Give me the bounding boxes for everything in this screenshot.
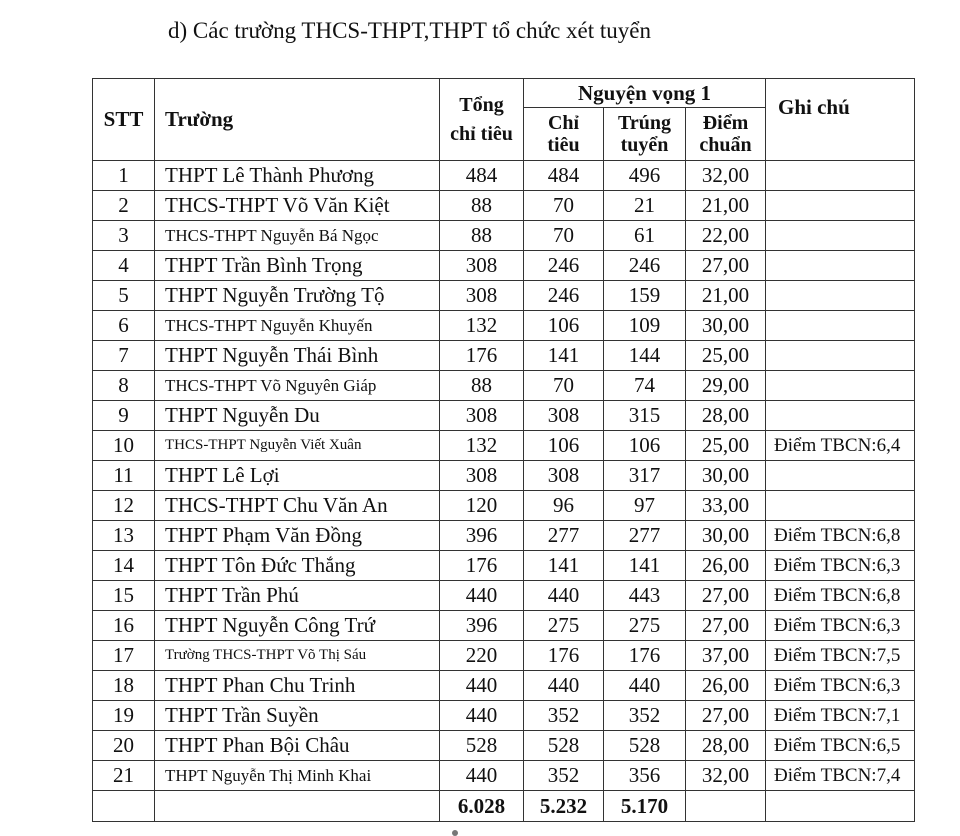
cell-stt: 14 [93, 551, 155, 581]
cell-stt: 13 [93, 521, 155, 551]
cell-chi-tieu: 141 [524, 341, 604, 371]
header-chi-tieu-line2: tiêu [547, 134, 580, 156]
header-diem-chuan-line1: Điểm [702, 112, 749, 134]
cell-truong: THCS-THPT Nguyễn Viết Xuân [155, 431, 440, 461]
table-row [93, 431, 915, 461]
cell-trung-tuyen: 61 [604, 221, 686, 251]
cell-trung-tuyen: 317 [604, 461, 686, 491]
cell-trung-tuyen: 277 [604, 521, 686, 551]
cell-tong: 440 [440, 671, 524, 701]
table-row [93, 191, 915, 221]
cell-trung-tuyen: 246 [604, 251, 686, 281]
cell-tong: 88 [440, 371, 524, 401]
table-row [93, 521, 915, 551]
cell-trung-tuyen: 21 [604, 191, 686, 221]
cell-trung-tuyen: 315 [604, 401, 686, 431]
cell-tong: 484 [440, 161, 524, 191]
cell-diem-chuan: 26,00 [686, 671, 766, 701]
cell-chi-tieu: 308 [524, 461, 604, 491]
cell-tong: 120 [440, 491, 524, 521]
cell-diem-chuan: 28,00 [686, 401, 766, 431]
table-row [93, 221, 915, 251]
table-row [93, 701, 915, 731]
cell-stt: 20 [93, 731, 155, 761]
cell-stt: 8 [93, 371, 155, 401]
total-empty-truong [155, 791, 440, 822]
cell-trung-tuyen: 496 [604, 161, 686, 191]
cell-tong: 308 [440, 281, 524, 311]
cell-ghi-chu: Điểm TBCN:7,4 [766, 761, 915, 791]
header-chi-tieu-line1: Chỉ [547, 112, 580, 134]
cell-trung-tuyen: 356 [604, 761, 686, 791]
cell-diem-chuan: 30,00 [686, 311, 766, 341]
cell-chi-tieu: 484 [524, 161, 604, 191]
cell-ghi-chu: Điểm TBCN:6,8 [766, 521, 915, 551]
cell-tong: 440 [440, 701, 524, 731]
header-stt: STT [93, 79, 155, 161]
header-truong: Trường [155, 79, 440, 161]
cell-tong: 440 [440, 761, 524, 791]
cell-chi-tieu: 70 [524, 371, 604, 401]
admission-table [92, 78, 915, 822]
cell-diem-chuan: 32,00 [686, 161, 766, 191]
header-diem-chuan-line2: chuẩn [699, 134, 752, 156]
cell-ghi-chu [766, 461, 915, 491]
page-title: d) Các trường THCS-THPT,THPT tổ chức xét tuyển [168, 18, 651, 43]
table-body [93, 161, 915, 822]
cell-trung-tuyen: 176 [604, 641, 686, 671]
cell-stt: 6 [93, 311, 155, 341]
cell-chi-tieu: 141 [524, 551, 604, 581]
cell-diem-chuan: 28,00 [686, 731, 766, 761]
cell-ghi-chu: Điểm TBCN:6,3 [766, 671, 915, 701]
cell-ghi-chu: Điểm TBCN:6,3 [766, 551, 915, 581]
cell-ghi-chu: Điểm TBCN:6,8 [766, 581, 915, 611]
cell-diem-chuan: 33,00 [686, 491, 766, 521]
cell-ghi-chu [766, 281, 915, 311]
page-dot-mark [452, 830, 458, 836]
cell-chi-tieu: 352 [524, 701, 604, 731]
cell-ghi-chu: Điểm TBCN:7,5 [766, 641, 915, 671]
total-empty-stt [93, 791, 155, 822]
cell-diem-chuan: 30,00 [686, 521, 766, 551]
cell-chi-tieu: 275 [524, 611, 604, 641]
total-empty-diem [686, 791, 766, 822]
cell-ghi-chu [766, 401, 915, 431]
total-tong: 6.028 [440, 791, 524, 822]
cell-truong: THPT Nguyễn Công Trứ [155, 611, 440, 641]
cell-ghi-chu [766, 221, 915, 251]
table-row [93, 761, 915, 791]
cell-tong: 308 [440, 251, 524, 281]
cell-ghi-chu [766, 251, 915, 281]
cell-tong: 308 [440, 461, 524, 491]
cell-stt: 16 [93, 611, 155, 641]
cell-stt: 2 [93, 191, 155, 221]
cell-diem-chuan: 27,00 [686, 611, 766, 641]
cell-truong: THCS-THPT Võ Văn Kiệt [155, 191, 440, 221]
cell-stt: 18 [93, 671, 155, 701]
header-tong-line1: Tổng [459, 93, 504, 116]
cell-truong: THPT Nguyễn Trường Tộ [155, 281, 440, 311]
cell-chi-tieu: 308 [524, 401, 604, 431]
cell-tong: 440 [440, 581, 524, 611]
table-row [93, 371, 915, 401]
cell-truong: THPT Tôn Đức Thắng [155, 551, 440, 581]
cell-ghi-chu: Điểm TBCN:7,1 [766, 701, 915, 731]
cell-diem-chuan: 37,00 [686, 641, 766, 671]
cell-chi-tieu: 352 [524, 761, 604, 791]
cell-stt: 11 [93, 461, 155, 491]
header-diem-chuan [686, 108, 766, 161]
cell-tong: 88 [440, 191, 524, 221]
cell-trung-tuyen: 106 [604, 431, 686, 461]
cell-truong: THPT Lê Thành Phương [155, 161, 440, 191]
cell-tong: 308 [440, 401, 524, 431]
cell-stt: 12 [93, 491, 155, 521]
cell-ghi-chu [766, 371, 915, 401]
total-row [93, 791, 915, 822]
header-ghi-chu: Ghi chú [766, 79, 915, 161]
table-row [93, 281, 915, 311]
cell-diem-chuan: 27,00 [686, 701, 766, 731]
table-row [93, 461, 915, 491]
cell-ghi-chu [766, 311, 915, 341]
cell-chi-tieu: 176 [524, 641, 604, 671]
table-row [93, 251, 915, 281]
cell-tong: 88 [440, 221, 524, 251]
cell-diem-chuan: 32,00 [686, 761, 766, 791]
cell-diem-chuan: 27,00 [686, 581, 766, 611]
table-row [93, 611, 915, 641]
cell-truong: THPT Lê Lợi [155, 461, 440, 491]
cell-chi-tieu: 246 [524, 251, 604, 281]
cell-truong: THCS-THPT Chu Văn An [155, 491, 440, 521]
cell-ghi-chu: Điểm TBCN:6,3 [766, 611, 915, 641]
cell-tong: 220 [440, 641, 524, 671]
cell-truong: THCS-THPT Nguyễn Bá Ngọc [155, 221, 440, 251]
cell-chi-tieu: 70 [524, 191, 604, 221]
table-row [93, 161, 915, 191]
cell-tong: 396 [440, 611, 524, 641]
cell-truong: THCS-THPT Võ Nguyên Giáp [155, 371, 440, 401]
cell-chi-tieu: 106 [524, 431, 604, 461]
cell-trung-tuyen: 74 [604, 371, 686, 401]
cell-trung-tuyen: 440 [604, 671, 686, 701]
cell-chi-tieu: 440 [524, 671, 604, 701]
cell-diem-chuan: 30,00 [686, 461, 766, 491]
table-row [93, 551, 915, 581]
total-trung-tuyen: 5.170 [604, 791, 686, 822]
cell-stt: 21 [93, 761, 155, 791]
header-trung-tuyen [604, 108, 686, 161]
cell-trung-tuyen: 109 [604, 311, 686, 341]
cell-truong: Trường THCS-THPT Võ Thị Sáu [155, 641, 440, 671]
total-chi-tieu: 5.232 [524, 791, 604, 822]
cell-diem-chuan: 21,00 [686, 191, 766, 221]
cell-tong: 132 [440, 311, 524, 341]
cell-ghi-chu [766, 161, 915, 191]
cell-tong: 176 [440, 551, 524, 581]
cell-stt: 17 [93, 641, 155, 671]
total-empty-note [766, 791, 915, 822]
cell-tong: 176 [440, 341, 524, 371]
cell-truong: THCS-THPT Nguyễn Khuyến [155, 311, 440, 341]
cell-truong: THPT Nguyễn Thị Minh Khai [155, 761, 440, 791]
cell-chi-tieu: 246 [524, 281, 604, 311]
cell-chi-tieu: 440 [524, 581, 604, 611]
cell-chi-tieu: 277 [524, 521, 604, 551]
table-row [93, 341, 915, 371]
table-row [93, 731, 915, 761]
cell-chi-tieu: 106 [524, 311, 604, 341]
cell-stt: 3 [93, 221, 155, 251]
cell-trung-tuyen: 97 [604, 491, 686, 521]
table-row [93, 311, 915, 341]
cell-stt: 15 [93, 581, 155, 611]
cell-ghi-chu [766, 491, 915, 521]
header-nguyen-vong: Nguyện vọng 1 [524, 79, 766, 108]
table-row [93, 641, 915, 671]
cell-truong: THPT Phan Bội Châu [155, 731, 440, 761]
cell-diem-chuan: 25,00 [686, 431, 766, 461]
cell-ghi-chu [766, 191, 915, 221]
cell-trung-tuyen: 352 [604, 701, 686, 731]
header-tong-line2: chỉ tiêu [450, 122, 513, 145]
cell-trung-tuyen: 159 [604, 281, 686, 311]
header-tong-chi-tieu [440, 79, 524, 161]
cell-diem-chuan: 21,00 [686, 281, 766, 311]
cell-truong: THPT Phạm Văn Đồng [155, 521, 440, 551]
cell-diem-chuan: 22,00 [686, 221, 766, 251]
cell-diem-chuan: 25,00 [686, 341, 766, 371]
cell-stt: 9 [93, 401, 155, 431]
cell-truong: THPT Phan Chu Trinh [155, 671, 440, 701]
cell-trung-tuyen: 141 [604, 551, 686, 581]
cell-diem-chuan: 27,00 [686, 251, 766, 281]
cell-stt: 5 [93, 281, 155, 311]
cell-truong: THPT Trần Bình Trọng [155, 251, 440, 281]
cell-truong: THPT Nguyễn Thái Bình [155, 341, 440, 371]
cell-diem-chuan: 29,00 [686, 371, 766, 401]
table-row [93, 671, 915, 701]
cell-stt: 7 [93, 341, 155, 371]
cell-trung-tuyen: 528 [604, 731, 686, 761]
cell-stt: 10 [93, 431, 155, 461]
cell-truong: THPT Trần Phú [155, 581, 440, 611]
cell-chi-tieu: 528 [524, 731, 604, 761]
cell-tong: 396 [440, 521, 524, 551]
cell-ghi-chu: Điểm TBCN:6,4 [766, 431, 915, 461]
cell-trung-tuyen: 443 [604, 581, 686, 611]
cell-ghi-chu: Điểm TBCN:6,5 [766, 731, 915, 761]
table-header [93, 79, 915, 161]
cell-tong: 528 [440, 731, 524, 761]
table-row [93, 581, 915, 611]
cell-chi-tieu: 70 [524, 221, 604, 251]
cell-trung-tuyen: 144 [604, 341, 686, 371]
table-row [93, 401, 915, 431]
cell-tong: 132 [440, 431, 524, 461]
cell-stt: 1 [93, 161, 155, 191]
cell-trung-tuyen: 275 [604, 611, 686, 641]
header-chi-tieu [524, 108, 604, 161]
cell-stt: 4 [93, 251, 155, 281]
header-trung-tuyen-line2: tuyển [620, 134, 669, 156]
cell-diem-chuan: 26,00 [686, 551, 766, 581]
cell-chi-tieu: 96 [524, 491, 604, 521]
header-trung-tuyen-line1: Trúng [618, 112, 671, 134]
cell-ghi-chu [766, 341, 915, 371]
cell-truong: THPT Trần Suyền [155, 701, 440, 731]
table-row [93, 491, 915, 521]
cell-stt: 19 [93, 701, 155, 731]
cell-truong: THPT Nguyễn Du [155, 401, 440, 431]
